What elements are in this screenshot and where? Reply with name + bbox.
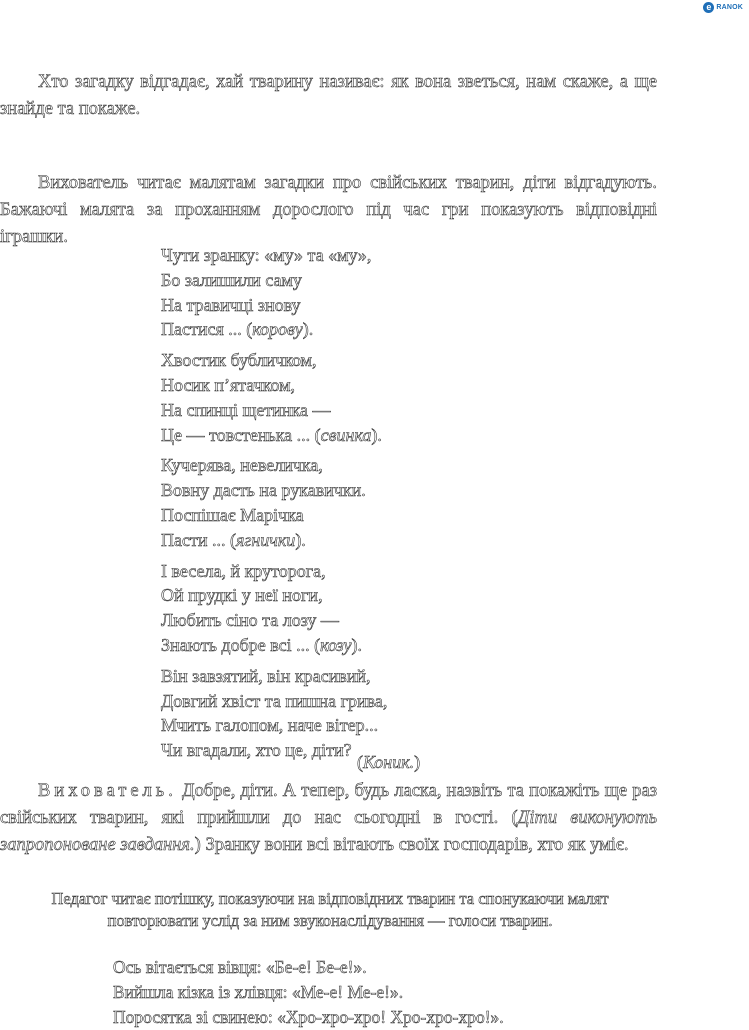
poem-line: Чути зранку: «му» та «му»,: [161, 245, 372, 265]
logo-text: RANOK: [716, 4, 743, 11]
riddle-answer: Коник.: [363, 752, 415, 772]
poem-line: Кучерява, невеличка,: [161, 455, 323, 476]
poem-line: На травичці знову: [161, 294, 301, 315]
poem-line: Довгий хвіст та пишна грива,: [161, 690, 388, 711]
logo-mark: e: [703, 2, 714, 13]
poem-line: Поспішає Марічка: [161, 504, 304, 525]
poem-line-answer: [161, 317, 387, 342]
poem-line: Він завзятий, він красивий,: [161, 665, 371, 686]
answer-prefix: Це — товстенька ... (: [161, 424, 321, 445]
poem-line: Вовну дасть на рукавички.: [161, 480, 366, 501]
riddle-stanza: [161, 348, 387, 447]
answer-prefix: Пастися ... (: [161, 319, 253, 340]
poem-line: Любить сіно та лозу —: [161, 610, 339, 631]
riddle-stanza: [161, 243, 387, 342]
rhyme-line: Поросятка зі свинею: «Хро-хро-хро! Хро-хро-хро!».: [113, 1007, 504, 1027]
answer-prefix: (: [357, 752, 363, 772]
answer-suffix: ).: [302, 319, 314, 340]
answer-suffix: ).: [351, 634, 362, 655]
publisher-logo: [703, 2, 743, 13]
poem-line-answer: [161, 633, 387, 658]
poem-line: Мчить галопом, наче вітер...: [161, 715, 379, 736]
poem-line: Хвостик бубличком,: [161, 350, 317, 371]
answer-suffix: ).: [371, 424, 382, 445]
speaker-label: Вихователь.: [38, 781, 177, 801]
riddle-answer: ягнички: [235, 529, 296, 550]
rhyme-line: Ось вітається вівця: «Бе-е! Бе-е!».: [113, 957, 367, 977]
teacher-paragraph: [0, 778, 657, 859]
answer-suffix: ).: [295, 529, 306, 550]
riddles-poem: [161, 243, 387, 769]
narration-paragraph: Вихователь читає малятам загадки про свійських тварин, діти відгадують. Бажаючі малята за проханням дорослого під час гри показують відповідні іграшки.: [0, 173, 657, 247]
teacher-text-end: ) Зранку вони всі вітають своїх господарів, хто як уміє.: [194, 835, 629, 855]
poem-line: Ой прудкі у неї ноги,: [161, 585, 323, 606]
answer-prefix: Пасти ... (: [161, 529, 236, 550]
poem-line-answer: [161, 423, 387, 448]
poem-line: Носик п’ятачком,: [161, 374, 296, 395]
riddle-stanza: [161, 453, 387, 552]
poem-line: Бо залишили саму: [161, 269, 302, 290]
instruction-text: Педагог читає потішку, показуючи на відповідних тварин та спонукаючи малят повторювати услід за ним звуконаслідування — голоси тварин.: [51, 889, 609, 930]
poem-line-answer: [161, 528, 387, 553]
poem-line: Чи вгадали, хто це, діти?: [161, 740, 352, 761]
riddle-stanza: [161, 664, 387, 763]
poem-line: І весела, й круторога,: [161, 560, 326, 581]
teacher-text: Добре, діти. А тепер, будь ласка, назвіть та покажіть ще раз свійських тварин, які прийшли до нас сьогодні в гості. (: [0, 781, 657, 828]
riddle-answer: козу: [320, 634, 352, 655]
riddle-answer: корову: [252, 319, 303, 340]
intro-paragraph: Хто загадку відгадає, хай тварину називає: як вона зветься, нам скаже, а ще знайде та покаже.: [0, 72, 657, 119]
final-answer: [357, 752, 420, 773]
answer-suffix: ): [414, 752, 421, 772]
poem-line: На спинці щетинка —: [161, 399, 331, 420]
riddle-stanza: [161, 559, 387, 658]
answer-prefix: Знають добре всі ... (: [161, 634, 321, 655]
riddle-answer: свинка: [320, 424, 372, 445]
rhyme-line: Вийшла кізка із хлівця: «Ме-е! Ме-е!».: [113, 982, 404, 1002]
teacher-italic: Діти виконують запропоноване завдання.: [0, 808, 657, 855]
rhyme-poem: [113, 955, 504, 1030]
